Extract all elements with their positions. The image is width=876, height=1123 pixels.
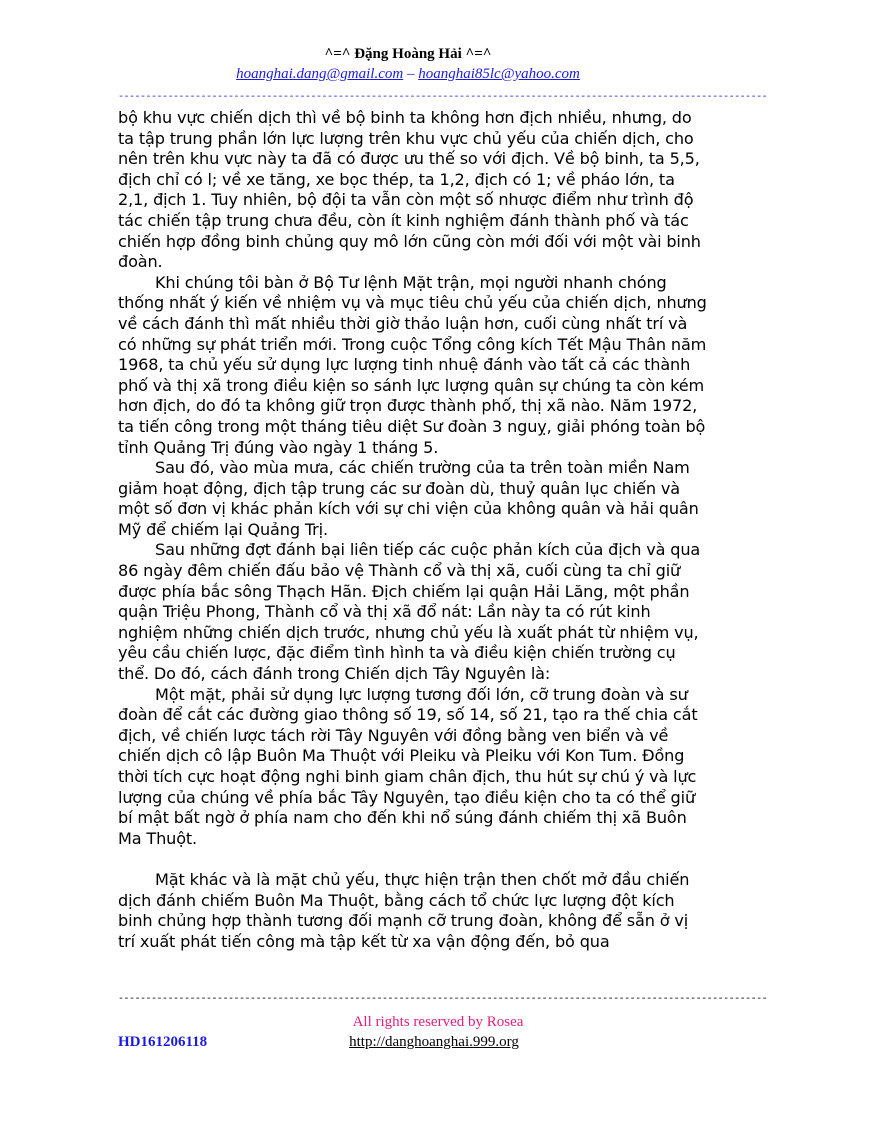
author-name: ^=^ Đặng Hoàng Hải ^=^ bbox=[324, 46, 492, 62]
paragraph-1: bộ khu vực chiến dịch thì về bộ binh ta không hơn địch nhiều, nhưng, do ta tập trung phần lớn lực lượng trên khu vực chủ yếu của chiến dịch, cho nên trên khu vực này ta đã có được ưu thế so với địch. Về bộ binh, ta 5,5, địch chỉ có l; về xe tăng, xe bọc thép, ta 1,2, địch có 1; về pháo lớn, ta 2,1, địch 1. Tuy nhiên, bộ đội ta vẫn còn một số nhược điểm như trình độ tác chiến tập trung chưa đều, còn ít kinh nghiệm đánh thành phố và tác chiến hợp đồng binh chủng quy mô lớn cũng còn mới đối với một vài binh đoàn. bbox=[118, 108, 701, 272]
document-id: HD161206118 bbox=[118, 1034, 208, 1050]
email-link-gmail[interactable]: hoanghai.dang@gmail.com bbox=[236, 66, 404, 82]
paragraph-3: Sau đó, vào mùa mưa, các chiến trường của ta trên toàn miền Nam giảm hoạt động, địch tập trung các sư đoàn dù, thuỷ quân lục chiến và một số đơn vị khác phản kích với sự chi viện của không quân và hải quân Mỹ để chiếm lại Quảng Trị. bbox=[118, 458, 699, 539]
page-header bbox=[0, 44, 816, 84]
paragraph-4: Sau những đợt đánh bại liên tiếp các cuộc phản kích của địch và qua 86 ngày đêm chiến đấu bảo vệ Thành cổ và thị xã, cuối cùng ta chỉ giữ được phía bắc sông Thạch Hãn. Địch chiếm lại quận Hải Lăng, một phần quận Triệu Phong, Thành cổ và thị xã đổ nát: Lần này ta có rút kinh nghiệm những chiến dịch trước, nhưng chủ yếu là xuất phát từ nhiệm vụ, yêu cầu chiến lược, đặc điểm tình hình ta và điều kiện chiến trường cụ thể. Do đó, cách đánh trong Chiến dịch Tây Nguyên là: bbox=[118, 540, 701, 684]
paragraph-6: Mặt khác và là mặt chủ yếu, thực hiện trận then chốt mở đầu chiến dịch đánh chiếm Buôn Ma Thuột, bằng cách tổ chức lực lượng đột kích binh chủng hợp thành tương đối mạnh cỡ trung đoàn, không để sẵn ở vị trí xuất phát tiến công mà tập kết từ xa vận động đến, bỏ qua bbox=[118, 869, 690, 951]
email-link-yahoo[interactable]: hoanghai85lc@yahoo.com bbox=[418, 66, 580, 82]
footer-url bbox=[0, 1034, 868, 1051]
paragraph-2: Khi chúng tôi bàn ở Bộ Tư lệnh Mặt trận, mọi người nhanh chóng thống nhất ý kiến về nhiệm vụ và mục tiêu chủ yếu của chiến dịch, nhưng về cách đánh thì mất nhiều thời giờ thảo luận hơn, cuối cùng nhất trí và có những sự phát triển mới. Trong cuộc Tổng công kích Tết Mậu Thân năm 1968, ta chủ yếu sử dụng lực lượng tinh nhuệ đánh vào tất cả các thành phố và thị xã trong điều kiện so sánh lực lượng quân sự chúng ta còn kém hơn địch, do đó ta không giữ trọn được thành phố, thị xã nào. Năm 1972, ta tiến công trong một tháng tiêu diệt Sư đoàn 3 nguỵ, giải phóng toàn bộ tỉnh Quảng Trị đúng vào ngày 1 tháng 5. bbox=[118, 272, 707, 457]
email-separator: – bbox=[403, 66, 419, 82]
document-body bbox=[118, 108, 708, 952]
contact-emails bbox=[0, 64, 816, 84]
header-divider: ---------------------------------------------------------------------------------------------------------------------- bbox=[118, 92, 768, 103]
rights-notice: All rights reserved by Rosea bbox=[352, 1014, 524, 1030]
footer-divider: ---------------------------------------------------------------------------------------------------------------------- bbox=[118, 994, 768, 1005]
website-link[interactable]: http://danghoanghai.999.org bbox=[349, 1034, 519, 1050]
paragraph-5: Một mặt, phải sử dụng lực lượng tương đối lớn, cỡ trung đoàn và sư đoàn để cắt các đường giao thông số 19, số 14, số 21, tạo ra thế chia cắt địch, về chiến lược tách rời Tây Nguyên với đồng bằng ven biển và về chiến dịch cô lập Buôn Ma Thuột với Pleiku và Pleiku với Kon Tum. Đồng thời tích cực hoạt động nghi binh giam chân địch, thu hút sự chú ý và lực lượng của chúng về phía bắc Tây Nguyên, tạo điều kiện cho ta có thể giữ bí mật bất ngờ ở phía nam cho đến khi nổ súng đánh chiếm thị xã Buôn Ma Thuột. bbox=[118, 684, 698, 848]
paragraph-spacer bbox=[118, 849, 708, 870]
